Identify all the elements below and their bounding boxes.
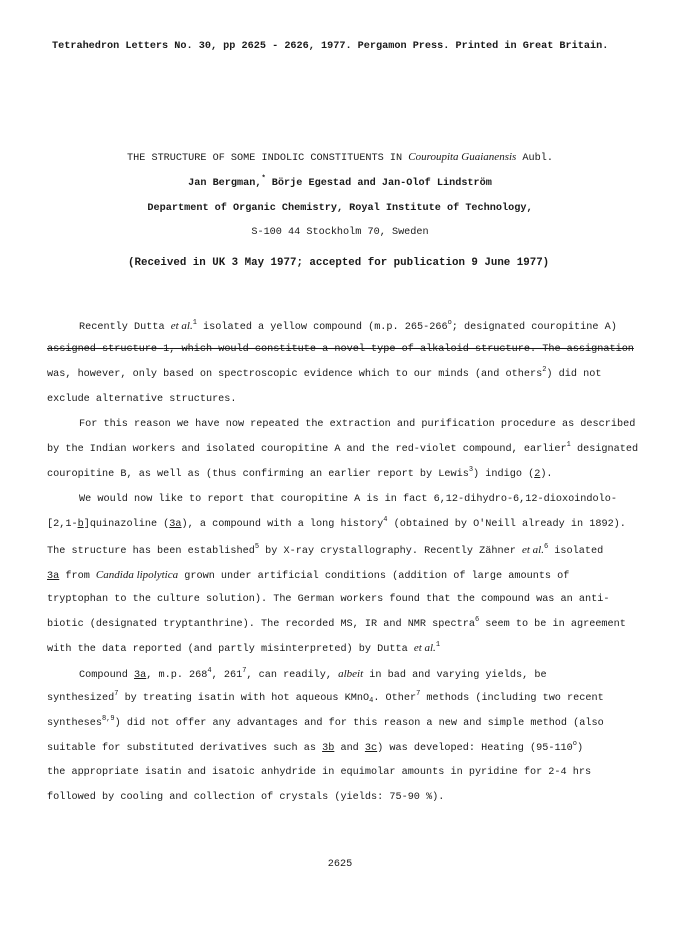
- page-number: 2625: [327, 859, 353, 870]
- compound-ref: 3a: [169, 519, 182, 530]
- body-line: by the Indian workers and isolated couropitine A and the red-violet compound, earlier$^1$ designated: [47, 441, 639, 455]
- citation-ref: 7: [114, 690, 119, 698]
- citation-ref: 6: [474, 616, 480, 624]
- citation-ref: 1: [435, 641, 441, 649]
- affiliation-line-1: Department of Organic Chemistry, Royal Institute of Technology,: [147, 203, 533, 214]
- compound-ref: 3b: [322, 743, 335, 754]
- body-line: synthesized$^7$ by treating isatin with hot aqueous KMnO$_4$. Other$^7$ methods (including two recent: [47, 690, 604, 705]
- compound-ref: 1: [163, 344, 170, 355]
- body-line: [2,1-b]quinazoline (3a), a compound with a long history$^4$ (obtained by O'Neill already in 1892).: [47, 516, 626, 530]
- citation-ref: 7: [416, 690, 421, 698]
- body-line: Recently Dutta et al.$^1$ isolated a yellow compound (m.p. 265-266$^o$; designated couropitine A): [79, 319, 617, 333]
- compound-ref: 3a: [47, 571, 60, 582]
- citation-ref: 4: [383, 516, 388, 524]
- author-others: Börje Egestad and Jan-Olof Lindström: [265, 178, 492, 189]
- body-line: 3a from Candida lipolytica grown under artificial conditions (addition of large amounts of: [47, 569, 570, 582]
- compound-ref: 3c: [364, 743, 378, 754]
- citation-ref: 6: [543, 543, 549, 551]
- body-line: We would now like to report that couropitine A is in fact 6,12-dihydro-6,12-dioxoindolo-: [79, 494, 617, 505]
- body-line: biotic (designated tryptanthrine). The recorded MS, IR and NMR spectra$^6$ seem to be in agreement: [47, 616, 626, 630]
- body-line: For this reason we have now repeated the extraction and purification procedure as described: [79, 419, 636, 430]
- compound-ref: 2: [534, 469, 541, 480]
- body-line: syntheses$^{8,9}$) did not offer any advantages and for this reason a new and simple method (also: [47, 715, 604, 729]
- author-bergman: Jan Bergman,: [188, 178, 262, 189]
- author-list: [0, 177, 680, 191]
- body-line: couropitine B, as well as (thus confirming an earlier report by Lewis$^3$) indigo (2).: [47, 466, 553, 480]
- body-line: Compound 3a, m.p. $268^4$, $261^7$, can readily, albeit in bad and varying yields, be: [79, 667, 547, 681]
- citation-ref: 8,9: [102, 715, 115, 723]
- article-title: [0, 150, 680, 166]
- citation-ref: 7: [242, 667, 247, 675]
- body-line: assigned structure 1, which would constitute a novel type of alkaloid structure. The assignation: [47, 344, 634, 355]
- body-line: exclude alternative structures.: [47, 394, 237, 405]
- compound-ref: 3a: [134, 670, 147, 681]
- body-line: followed by cooling and collection of crystals (yields: 75-90 %).: [47, 792, 445, 803]
- degree-symbol: o: [447, 319, 452, 327]
- citation-ref: 5: [254, 543, 260, 551]
- citation-ref: 2: [542, 366, 547, 374]
- body-line: with the data reported (and partly misinterpreted) by Dutta et al.$^1$: [47, 641, 441, 655]
- affiliation-line-2: S-100 44 Stockholm 70, Sweden: [251, 227, 429, 238]
- title-species: Couroupita Guaianensis: [408, 151, 517, 163]
- body-line: suitable for substituted derivatives such as 3b and 3c) was developed: Heating (95-110$^o$): [47, 740, 584, 754]
- title-suffix: Aubl.: [516, 153, 553, 164]
- citation-ref: 3: [468, 466, 474, 474]
- citation-ref: 1: [192, 319, 197, 327]
- running-header: Tetrahedron Letters No. 30, pp 2625 - 2626, 1977. Pergamon Press. Printed in Great Britain.: [52, 41, 609, 52]
- body-line: The structure has been established$^5$ by X-ray crystallography. Recently Zähner et al.$^6$ isolated: [47, 543, 604, 557]
- received-note: (Received in UK 3 May 1977; accepted for publication 9 June 1977): [128, 257, 550, 269]
- corresponding-author-mark: *: [261, 175, 266, 183]
- citation-ref: 1: [566, 441, 571, 449]
- title-text: THE STRUCTURE OF SOME INDOLIC CONSTITUENTS IN: [127, 153, 409, 164]
- degree-symbol: o: [572, 740, 577, 748]
- citation-ref: 4: [207, 667, 212, 675]
- body-line: the appropriate isatin and isatoic anhydride in equimolar amounts in pyridine for 2-4 hrs: [47, 767, 592, 778]
- body-line: tryptophan to the culture solution). The German workers found that the compound was an anti-: [47, 594, 610, 605]
- body-line: was, however, only based on spectroscopic evidence which to our minds (and others$^2$) did not: [47, 366, 602, 380]
